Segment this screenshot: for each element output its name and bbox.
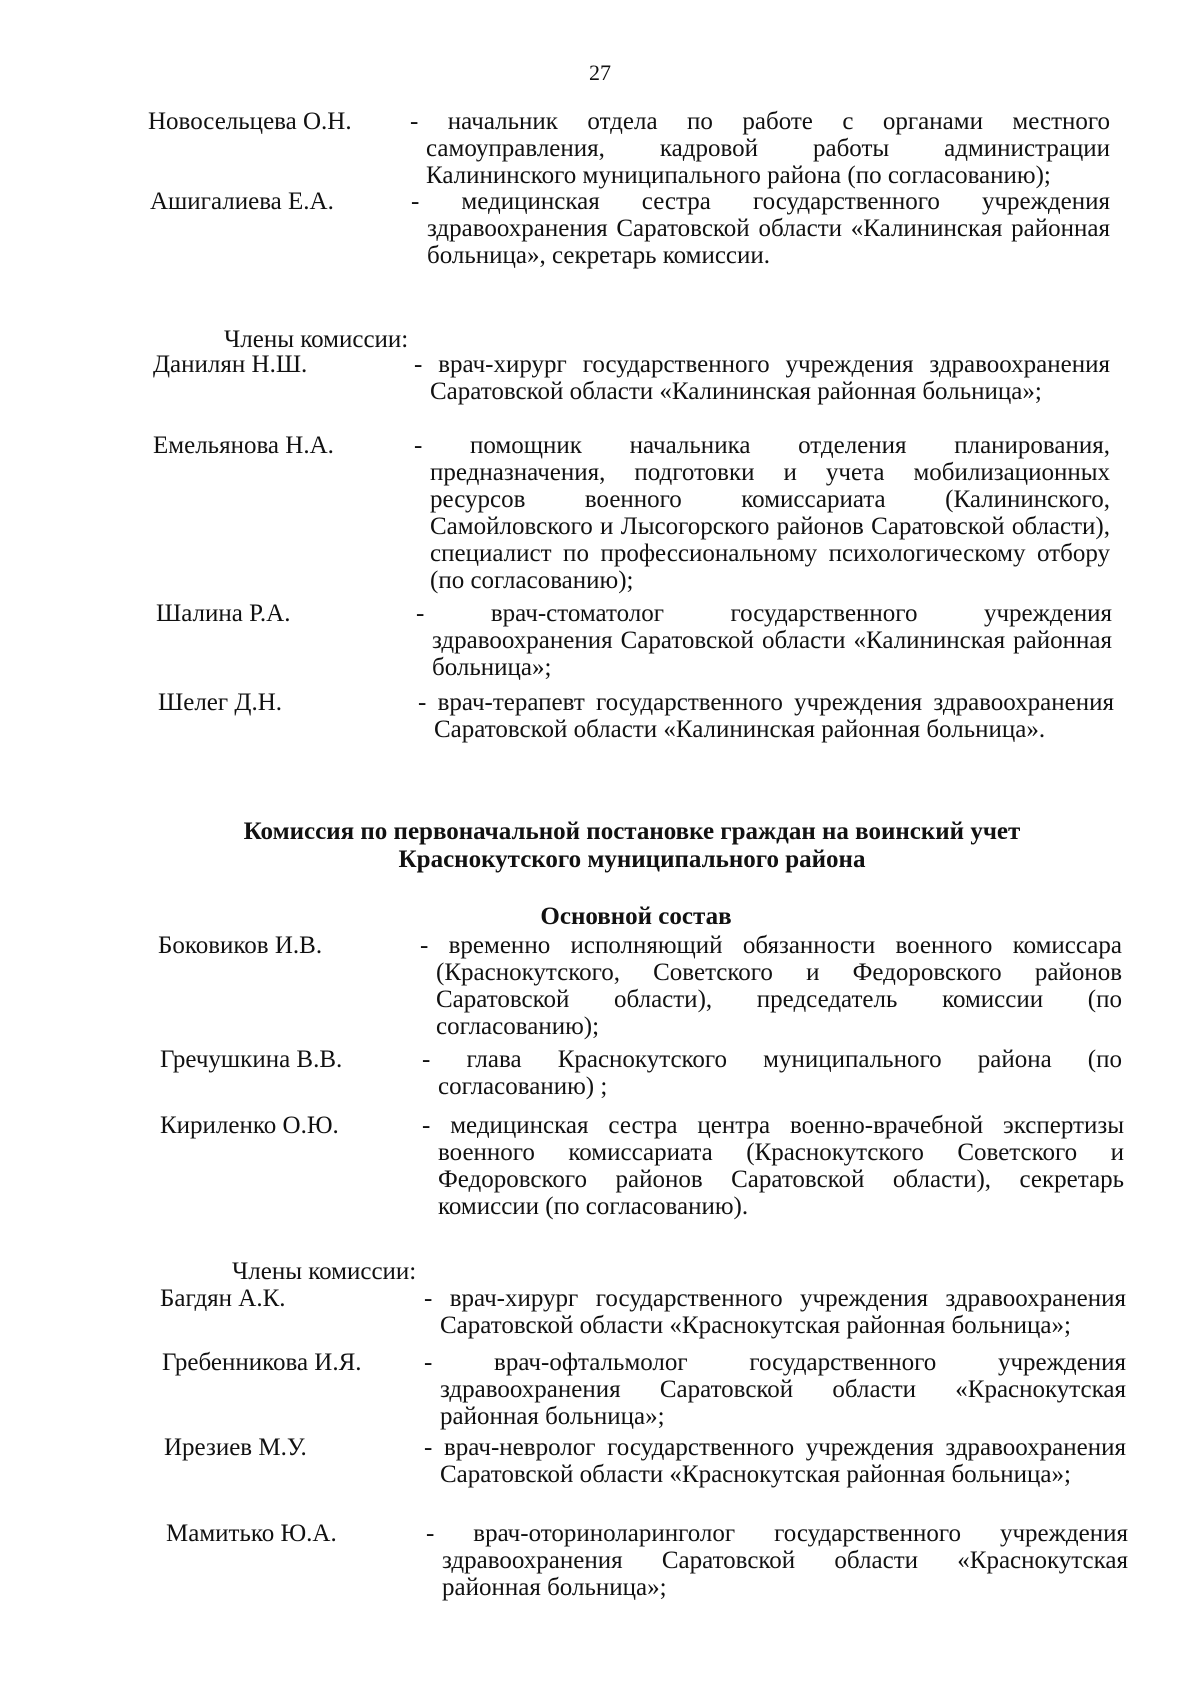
member-name: Ашигалиева Е.А. (150, 188, 334, 215)
member-name: Гребенникова И.Я. (162, 1349, 362, 1376)
member-role: - врач-офтальмолог государственного учреждения здравоохранения Саратовской области «Краснокутская районная больница»; (424, 1349, 1126, 1430)
member-role: - глава Краснокутского муниципального района (по согласованию) ; (422, 1046, 1122, 1100)
section2-subtitle: Основной состав (540, 903, 732, 930)
list-item (0, 600, 1200, 689)
member-name: Емельянова Н.А. (153, 432, 334, 459)
member-name: Кириленко О.Ю. (160, 1112, 339, 1139)
member-role: - помощник начальника отделения планирования, предназначения, подготовки и учета мобилизационных ресурсов военного комиссариата (Калининского, Самойловского и Лысогорского районов Саратовской области), специалист по профессиональному психологическому отбору (по согласованию); (414, 432, 1110, 594)
list-item (0, 1434, 1200, 1520)
member-name: Боковиков И.В. (158, 932, 323, 959)
section2-member-list (0, 1285, 1200, 1604)
list-item (0, 108, 1200, 188)
member-role: - медицинская сестра центра военно-врачебной экспертизы военного комиссариата (Краснокутского Советского и Федоровского районов Саратовской области), секретарь комиссии (по согласованию). (422, 1112, 1124, 1220)
list-item (0, 1046, 1200, 1112)
member-name: Шалина Р.А. (156, 600, 291, 627)
list-item (0, 1349, 1200, 1434)
section2-title-line1: Комиссия по первоначальной постановке граждан на воинский учет (243, 818, 1021, 845)
member-name: Данилян Н.Ш. (153, 351, 308, 378)
member-role: - врач-стоматолог государственного учреждения здравоохранения Саратовской области «Калининская районная больница»; (416, 600, 1112, 681)
list-item (0, 1285, 1200, 1349)
list-item (0, 689, 1200, 770)
section2-title-line2: Краснокутского муниципального района (398, 846, 866, 873)
list-item (0, 188, 1200, 269)
page-number: 27 (589, 60, 611, 85)
list-item (0, 932, 1200, 1046)
list-item (0, 1520, 1200, 1604)
member-role: - врач-оториноларинголог государственного учреждения здравоохранения Саратовской области «Краснокутская районная больница»; (426, 1520, 1128, 1601)
member-role: - врач-хирург государственного учреждения здравоохранения Саратовской области «Калининская районная больница»; (414, 351, 1110, 405)
section2-members-label: Члены комиссии: (232, 1258, 417, 1285)
member-name: Ирезиев М.У. (164, 1434, 307, 1461)
member-role: - врач-невролог государственного учреждения здравоохранения Саратовской области «Краснокутская районная больница»; (424, 1434, 1126, 1488)
section1-members-label: Члены комиссии: (224, 326, 409, 353)
list-item (0, 432, 1200, 600)
list-item (0, 1112, 1200, 1232)
section1-main-list (0, 108, 1200, 269)
member-role: - медицинская сестра государственного учреждения здравоохранения Саратовской области «Калининская районная больница», секретарь комиссии. (411, 188, 1110, 269)
member-role: - начальник отдела по работе с органами местного самоуправления, кадровой работы администрации Калининского муниципального района (по согласованию); (410, 108, 1110, 189)
list-item (0, 351, 1200, 432)
member-name: Багдян А.К. (160, 1285, 286, 1312)
section2-main-list (0, 932, 1200, 1232)
member-name: Мамитько Ю.А. (166, 1520, 337, 1547)
member-name: Новосельцева О.Н. (148, 108, 352, 135)
member-role: - временно исполняющий обязанности военного комиссара (Краснокутского, Советского и Федоровского районов Саратовской области), председатель комиссии (по согласованию); (420, 932, 1122, 1040)
section1-member-list (0, 351, 1200, 770)
member-name: Гречушкина В.В. (160, 1046, 343, 1073)
member-name: Шелег Д.Н. (158, 689, 282, 716)
member-role: - врач-хирург государственного учреждения здравоохранения Саратовской области «Краснокутская районная больница»; (424, 1285, 1126, 1339)
member-role: - врач-терапевт государственного учреждения здравоохранения Саратовской области «Калининская районная больница». (418, 689, 1114, 743)
